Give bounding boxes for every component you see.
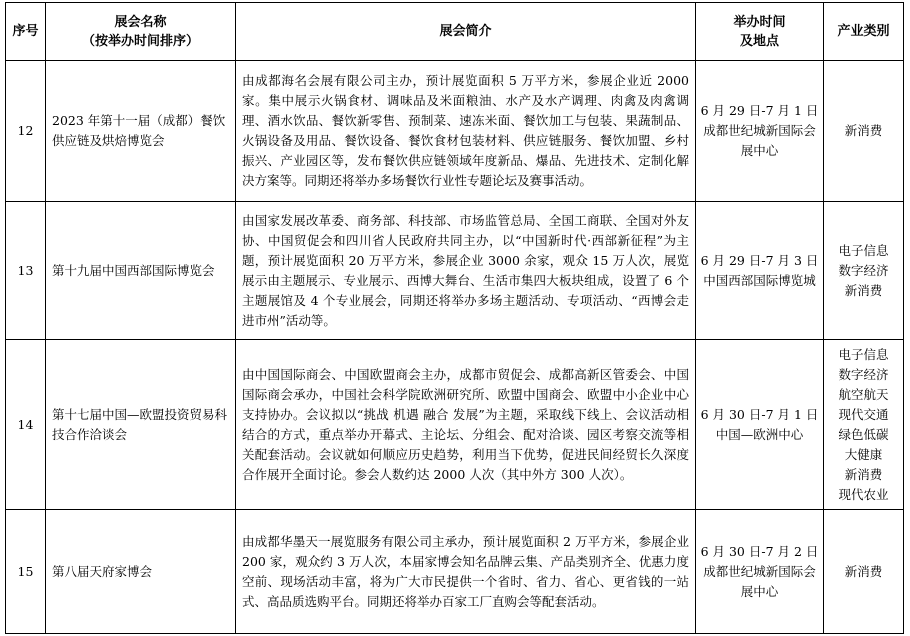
row-exhibition-intro: 由成都华墨天一展览服务有限公司主承办，预计展览面积 2 万平方米，参展企业 200 家，观众约 3 万人次，本届家博会知名品牌云集、产品类别齐全、优惠力度空前、现场活动丰富，将为广大市民提供一个省时、省力、省心、更省钱的一站式、高品质选购平台。同期还将举办百家工厂直购会等配套活动。 — [236, 510, 696, 634]
row-exhibition-intro: 由中国国际商会、中国欧盟商会主办，成都市贸促会、成都高新区管委会、中国国际商会承办，中国社会科学院欧洲研究所、欧盟中国商会、欧盟中小企业中心支持协办。会议拟以“挑战 机遇 融合 发展”为主题，采取线下线上、会议活动相结合的方式，重点举办开幕式、主论坛、分组会、配对洽谈、园区考察交流等相关配套活动。会议就如何顺应历史趋势，利用当下优势，促进民间经贸长久深度合作展开全面讨论。参会人数约达 2000 人次（其中外方 300 人次）。 — [236, 340, 696, 510]
table-row — [6, 61, 904, 202]
category-tag: 新消费 — [844, 466, 883, 482]
row-time-location — [696, 340, 824, 510]
table-row — [6, 510, 904, 634]
row-serial-number: 12 — [6, 61, 46, 202]
header-time-label: 举办时间 — [733, 14, 786, 30]
category-tag: 新消费 — [844, 282, 883, 298]
row-exhibition-name: 第十九届中国西部国际博览会 — [46, 202, 236, 340]
row-venue: 成都世纪城新国际会展中心 — [703, 563, 816, 599]
row-exhibition-name: 第八届天府家博会 — [46, 510, 236, 634]
row-venue: 中国西部国际博览城 — [703, 272, 816, 288]
row-serial-number: 14 — [6, 340, 46, 510]
row-date: 6 月 29 日-7 月 1 日 — [700, 103, 819, 118]
row-exhibition-name: 2023 年第十一届（成都）餐饮供应链及烘焙博览会 — [46, 61, 236, 202]
category-tag: 航空航天 — [838, 386, 889, 402]
category-tag: 现代农业 — [838, 486, 889, 502]
category-tag: 绿色低碳 — [838, 426, 889, 442]
row-industry-category — [824, 61, 904, 202]
exhibition-table-sheet — [5, 2, 904, 634]
category-tag: 新消费 — [844, 563, 883, 579]
header-exhibition-name — [46, 3, 236, 61]
table-row — [6, 340, 904, 510]
header-name-label: 展会名称 — [114, 14, 167, 30]
row-time-location — [696, 510, 824, 634]
category-tag: 数字经济 — [838, 262, 889, 278]
header-time-location — [696, 3, 824, 61]
category-tag: 电子信息 — [838, 242, 889, 258]
header-industry-category: 产业类别 — [824, 3, 904, 61]
header-serial-number: 序号 — [6, 3, 46, 61]
row-date: 6 月 30 日-7 月 2 日 — [700, 543, 819, 559]
row-exhibition-intro: 由成都海名会展有限公司主办，预计展览面积 5 万平方米，参展企业近 2000 家。集中展示火锅食材、调味品及米面粮油、水产及水产调理、肉禽及肉禽调理、酒水饮品、餐饮新零售、预制菜、速冻米面、餐饮加工与包装、果蔬制品、火锅设备及用品、餐饮设备、餐饮食材包装材料、供应链服务、餐饮加盟、乡村振兴、产业园区等，发布餐饮供应链领域年度新品、爆品、先进技术、定制化解决方案等。同期还将举办多场餐饮行业性专题论坛及赛事活动。 — [236, 61, 696, 202]
row-serial-number: 15 — [6, 510, 46, 634]
row-time-location — [696, 202, 824, 340]
header-name-sub: （按举办时间排序） — [81, 33, 199, 49]
row-industry-category — [824, 510, 904, 634]
row-venue: 成都世纪城新国际会展中心 — [703, 123, 816, 158]
row-industry-category — [824, 340, 904, 510]
row-exhibition-name: 第十七届中国—欧盟投资贸易科技合作洽谈会 — [46, 340, 236, 510]
row-exhibition-intro: 由国家发展改革委、商务部、科技部、市场监管总局、全国工商联、全国对外友协、中国贸促会和四川省人民政府共同主办，以“中国新时代·西部新征程”为主题，预计展览面积 20 万平方米，参展企业 3000 余家，观众 15 万人次，展览展示由主题展示、专业展示、西博大舞台、生活市集四大板块组成，设置了 6 个主题展馆及 4 个专业展会，同期还将举办多场主题活动、专项活动、“西博会走进市州”活动等。 — [236, 202, 696, 340]
row-venue: 中国—欧洲中心 — [715, 426, 804, 442]
category-tag: 大健康 — [844, 446, 883, 462]
header-exhibition-intro: 展会简介 — [236, 3, 696, 61]
row-date: 6 月 30 日-7 月 1 日 — [700, 406, 819, 422]
header-time-sub: 及地点 — [739, 33, 779, 49]
row-industry-category — [824, 202, 904, 340]
row-date: 6 月 29 日-7 月 3 日 — [700, 252, 819, 268]
table-row — [6, 202, 904, 340]
category-tag: 数字经济 — [838, 366, 889, 382]
row-time-location — [696, 61, 824, 202]
category-tag: 现代交通 — [838, 406, 889, 422]
exhibition-table — [5, 2, 904, 634]
table-header-row — [6, 3, 904, 61]
category-tag: 电子信息 — [838, 346, 889, 362]
row-serial-number: 13 — [6, 202, 46, 340]
category-tag: 新消费 — [844, 123, 883, 138]
